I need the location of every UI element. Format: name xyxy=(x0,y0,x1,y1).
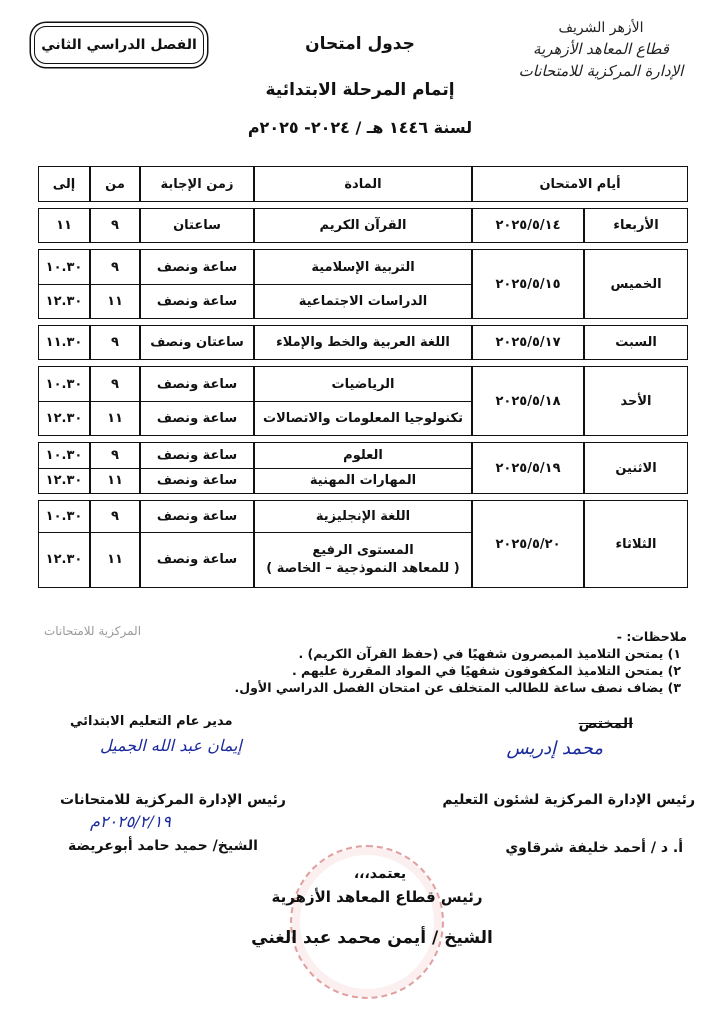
institution-logo-text xyxy=(501,18,701,82)
note-item: ٢) يمتحن التلاميذ المكفوفون شفهيًا في المواد المقررة عليهم . xyxy=(291,663,681,678)
day-cell: الأربعاء xyxy=(584,208,688,243)
subject-cell: العلوم المهارات المهنية xyxy=(254,442,472,494)
note-item: ٣) يضاف نصف ساعة للطالب المتخلف عن امتحان الفصل الدراسي الأول. xyxy=(234,680,681,695)
day-cell: الاثنين xyxy=(584,442,688,494)
table-row xyxy=(38,500,688,588)
date-cell: ٢٠٢٥/٥/٢٠ xyxy=(472,500,584,588)
from-cell: ٩ ١١ xyxy=(90,366,140,436)
subject-cell: الرياضيات تكنولوجيا المعلومات والاتصالات xyxy=(254,366,472,436)
day-cell: الخميس xyxy=(584,249,688,319)
term-label: الفصل الدراسي الثاني xyxy=(41,37,197,53)
manager-signature: إيمان عبد الله الجميل xyxy=(100,736,242,755)
duration-cell: ساعة ونصف ساعة ونصف xyxy=(140,442,254,494)
from-cell: ٩ ١١ xyxy=(90,442,140,494)
from-cell: ٩ xyxy=(90,208,140,243)
duration-cell: ساعة ونصف ساعة ونصف xyxy=(140,249,254,319)
to-cell: ١٠.٣٠ ١٢.٣٠ xyxy=(38,366,90,436)
subject-cell: التربية الإسلامية الدراسات الاجتماعية xyxy=(254,249,472,319)
brand-line-1: الأزهر الشريف xyxy=(558,20,644,36)
day-cell: الأحد xyxy=(584,366,688,436)
date-cell: ٢٠٢٥/٥/١٩ xyxy=(472,442,584,494)
day-cell: السبت xyxy=(584,325,688,360)
table-row xyxy=(38,249,688,319)
duration-cell: ساعتان ونصف xyxy=(140,325,254,360)
header-duration: زمن الإجابة xyxy=(140,166,254,202)
term-badge xyxy=(34,26,204,64)
education-head-title: رئيس الإدارة المركزية لشئون التعليم xyxy=(442,792,695,808)
to-cell: ١٠.٣٠ ١٢.٣٠ xyxy=(38,442,90,494)
specialist-title: المختص xyxy=(578,716,633,732)
exams-head-title: رئيس الإدارة المركزية للامتحانات xyxy=(60,792,286,808)
notes-section xyxy=(47,628,687,696)
to-cell: ١٠.٣٠ ١٢.٣٠ xyxy=(38,249,90,319)
date-cell: ٢٠٢٥/٥/١٤ xyxy=(472,208,584,243)
brand-line-2: قطاع المعاهد الأزهرية xyxy=(533,40,669,58)
page-subtitle: إتمام المرحلة الابتدائية xyxy=(265,80,455,100)
to-cell: ١٠.٣٠ ١٢.٣٠ xyxy=(38,500,90,588)
header-to: إلى xyxy=(38,166,90,202)
date-cell: ٢٠٢٥/٥/١٧ xyxy=(472,325,584,360)
table-row xyxy=(38,442,688,494)
page-title: جدول امتحان xyxy=(305,34,415,54)
brand-line-3: الإدارة المركزية للامتحانات xyxy=(518,62,684,80)
to-cell: ١١.٣٠ xyxy=(38,325,90,360)
from-cell: ٩ ١١ xyxy=(90,500,140,588)
duration-cell: ساعة ونصف ساعة ونصف xyxy=(140,500,254,588)
approval-label: يعتمد،،، xyxy=(353,866,407,882)
sector-head-title: رئيس قطاع المعاهد الأزهرية xyxy=(271,888,483,906)
exams-head-signature-date: ٢٠٢٥/٢/١٩م xyxy=(90,812,171,831)
notes-heading: ملاحظات: - xyxy=(616,629,687,644)
day-cell: الثلاثاء xyxy=(584,500,688,588)
table-row xyxy=(38,208,688,243)
duration-cell: ساعة ونصف ساعة ونصف xyxy=(140,366,254,436)
subject-cell: اللغة الإنجليزية المستوى الرفيع ( للمعاهد النموذجية – الخاصة ) xyxy=(254,500,472,588)
exam-schedule-table xyxy=(38,160,688,594)
table-row xyxy=(38,325,688,360)
header-from: من xyxy=(90,166,140,202)
specialist-signature: محمد إدريس xyxy=(506,738,603,759)
from-cell: ٩ xyxy=(90,325,140,360)
from-cell: ٩ ١١ xyxy=(90,249,140,319)
date-cell: ٢٠٢٥/٥/١٥ xyxy=(472,249,584,319)
subject-note: ( للمعاهد النموذجية – الخاصة ) xyxy=(266,561,460,576)
table-header-row xyxy=(38,166,688,202)
date-cell: ٢٠٢٥/٥/١٨ xyxy=(472,366,584,436)
note-item: ١) يمتحن التلاميذ المبصرون شفهيًا في (حفظ القرآن الكريم) . xyxy=(298,646,681,661)
subject-cell: اللغة العربية والخط والإملاء xyxy=(254,325,472,360)
manager-title: مدير عام التعليم الابتدائي xyxy=(70,714,233,729)
header-subject: المادة xyxy=(254,166,472,202)
to-cell: ١١ xyxy=(38,208,90,243)
education-head-name: أ. د / أحمد خليفة شرقاوي xyxy=(505,840,683,856)
subject-text: المستوى الرفيع xyxy=(312,543,414,558)
duration-cell: ساعتان xyxy=(140,208,254,243)
academic-year: لسنة ١٤٤٦ هـ / ٢٠٢٤- ٢٠٢٥م xyxy=(247,118,473,137)
watermark-text: المركزية للامتحانات xyxy=(44,624,142,638)
header-days: أيام الامتحان xyxy=(472,166,688,202)
table-row xyxy=(38,366,688,436)
subject-cell: القرآن الكريم xyxy=(254,208,472,243)
sector-head-name: الشيخ / أيمن محمد عبد الغني xyxy=(251,928,493,948)
exams-head-name: الشيخ/ حميد حامد أبوعريضة xyxy=(68,838,258,854)
